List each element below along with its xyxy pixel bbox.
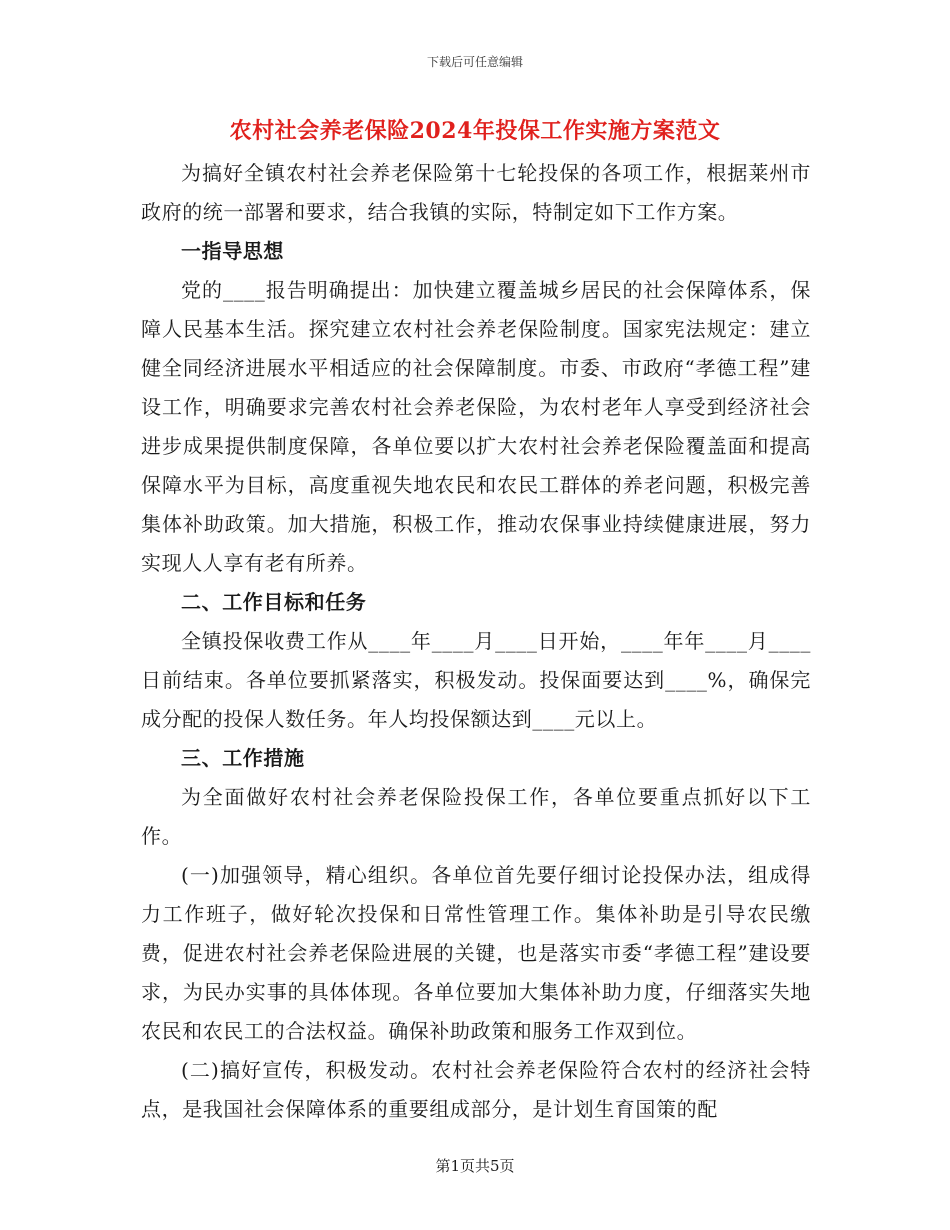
document-title: 农村社会养老保险2024年投保工作实施方案范文 xyxy=(229,118,721,144)
header-note: 下载后可任意编辑 xyxy=(426,55,523,69)
paragraph-goals-tasks: 全镇投保收费工作从____年____月____日开始，____年年____月____日前结束。各单位要抓紧落实，积极发动。投保面要达到____%，确保完成分配的投保人数任务。年人均投保额达到____元以上。 xyxy=(141,629,811,731)
paragraph-guiding-ideology: 党的____报告明确提出：加快建立覆盖城乡居民的社会保障体系，保障人民基本生活。探究建立农村社会养老保险制度。国家宪法规定：建立健全同经济进展水平相适应的社会保障制度。市委、市政府“孝德工程”建设工作，明确要求完善农村社会养老保险，为农村老年人享受到经济社会进步成果提供制度保障，各单位要以扩大农村社会养老保险覆盖面和提高保障水平为目标，高度重视失地农民和农民工群体的养老问题，积极完善集体补助政策。加大措施，积极工作，推动农保事业持续健康进展，努力实现人人享有老有所养。 xyxy=(141,278,811,575)
section-heading-measures: 三、工作措施 xyxy=(181,746,305,770)
intro-paragraph: 为搞好全镇农村社会养老保险第十七轮投保的各项工作，根据莱州市政府的统一部署和要求，结合我镇的实际，特制定如下工作方案。 xyxy=(141,161,811,224)
section-heading-goals-tasks: 二、工作目标和任务 xyxy=(181,590,367,614)
page-number-footer: 第1页共5页 xyxy=(435,1157,515,1175)
section-heading-guiding-ideology: 一指导思想 xyxy=(181,239,284,263)
paragraph-measure-2: (二)搞好宣传，积极发动。农村社会养老保险符合农村的经济社会特点，是我国社会保障体系的重要组成部分，是计划生育国策的配 xyxy=(141,1058,811,1121)
paragraph-measure-1: (一)加强领导，精心组织。各单位首先要仔细讨论投保办法，组成得力工作班子，做好轮次投保和日常性管理工作。集体补助是引导农民缴费，促进农村社会养老保险进展的关键，也是落实市委“孝德工程”建设要求，为民办实事的具体体现。各单位要加大集体补助力度，仔细落实失地农民和农民工的合法权益。确保补助政策和服务工作双到位。 xyxy=(141,863,811,1043)
document-body xyxy=(141,154,811,1129)
paragraph-measures-intro: 为全面做好农村社会养老保险投保工作，各单位要重点抓好以下工作。 xyxy=(141,785,811,848)
